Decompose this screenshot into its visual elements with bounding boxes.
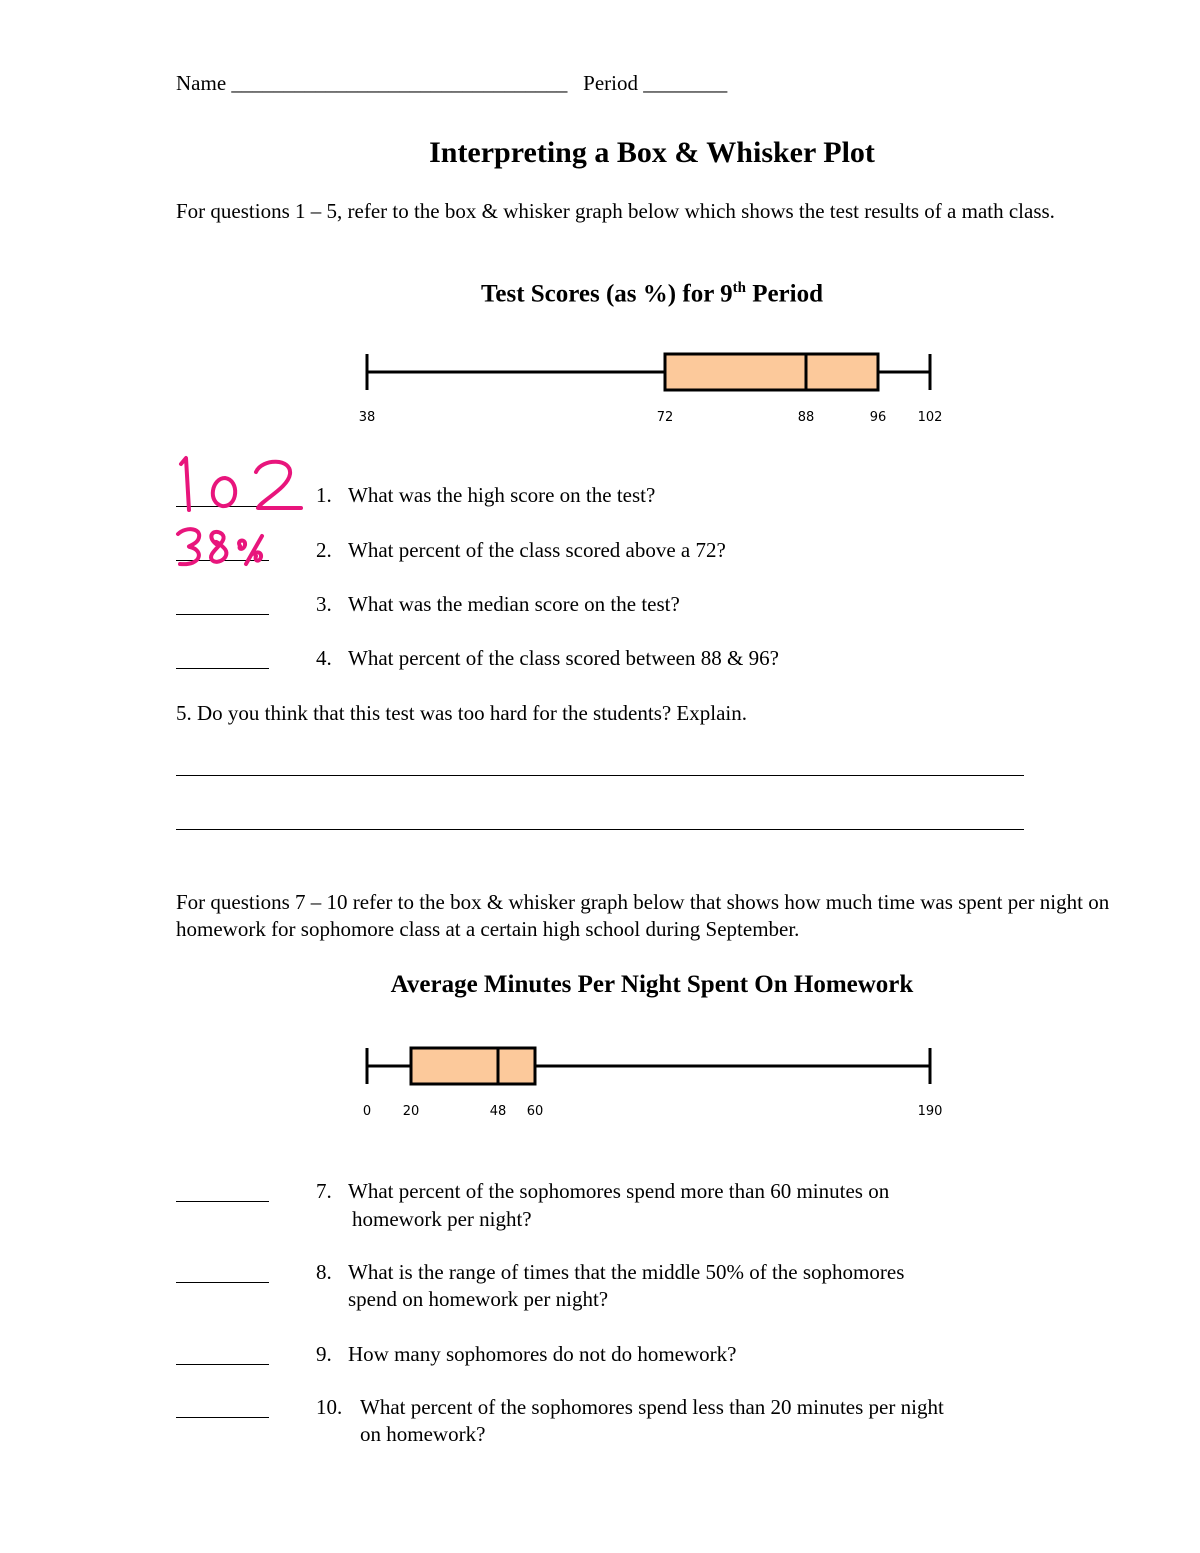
- period-label: Period: [583, 71, 638, 95]
- question-text: What percent of the class scored between 88 & 96?: [348, 646, 779, 670]
- answer-blank-8[interactable]: [176, 1262, 269, 1283]
- question-text-line2: spend on homework per night?: [348, 1287, 609, 1311]
- question-number: 7.: [316, 1179, 332, 1203]
- question-text-line1: How many sophomores do not do homework?: [348, 1342, 737, 1366]
- question-5-text: 5. Do you think that this test was too hard for the students? Explain.: [176, 701, 747, 725]
- question-text-line2: homework per night?: [352, 1207, 532, 1231]
- period-blank[interactable]: ________: [643, 71, 728, 95]
- chart2-title: Average Minutes Per Night Spent On Homework: [390, 971, 914, 998]
- tick-label: 0: [362, 1104, 372, 1119]
- question-number: 10.: [316, 1395, 343, 1419]
- tick-label: 102: [917, 410, 943, 425]
- tick-label: 190: [917, 1104, 943, 1119]
- tick-label: 72: [656, 410, 674, 425]
- question-text-line1: What percent of the sophomores spend less than 20 minutes per night: [360, 1395, 944, 1419]
- section1-intro: For questions 1 – 5, refer to the box & whisker graph below which shows the test results of a math class.: [176, 199, 1055, 223]
- page-title: Interpreting a Box & Whisker Plot: [429, 136, 875, 169]
- question-text: What percent of the class scored above a 72?: [348, 538, 726, 562]
- tick-label: 88: [797, 410, 815, 425]
- question-text-line1: What is the range of times that the middle 50% of the sophomores: [348, 1260, 905, 1284]
- question-text: What was the high score on the test?: [348, 483, 656, 507]
- tick-label: 96: [869, 410, 887, 425]
- chart1-title-a: Test Scores (as %) for 9: [480, 280, 733, 308]
- chart1-title-b: Period: [745, 280, 824, 308]
- tick-label: 38: [358, 410, 376, 425]
- question-number: 1.: [316, 483, 332, 507]
- answer-blank-7[interactable]: [176, 1181, 269, 1202]
- tick-label: 20: [402, 1104, 420, 1119]
- question-number: 4.: [316, 646, 332, 670]
- tick-label: 48: [489, 1104, 507, 1119]
- question-number: 2.: [316, 538, 332, 562]
- question-text: What was the median score on the test?: [348, 592, 680, 616]
- question-text-line2: on homework?: [360, 1422, 486, 1446]
- name-label: Name: [176, 71, 227, 95]
- tick-label: 60: [526, 1104, 544, 1119]
- question-number: 9.: [316, 1342, 332, 1366]
- iqr-box: [411, 1048, 535, 1084]
- section2-intro: For questions 7 – 10 refer to the box & whisker graph below that shows how much time was spent per night on homework for sophomore class at a certain high school during September.: [176, 890, 1110, 941]
- question-text-line1: What percent of the sophomores spend more than 60 minutes on: [348, 1179, 890, 1203]
- answer-blank-9[interactable]: [176, 1344, 269, 1365]
- name-blank[interactable]: ________________________________: [231, 71, 568, 95]
- question-number: 3.: [316, 592, 332, 616]
- question-number: 8.: [316, 1260, 332, 1284]
- answer-blank-10[interactable]: [176, 1397, 269, 1418]
- chart1-title-sup: th: [732, 280, 746, 296]
